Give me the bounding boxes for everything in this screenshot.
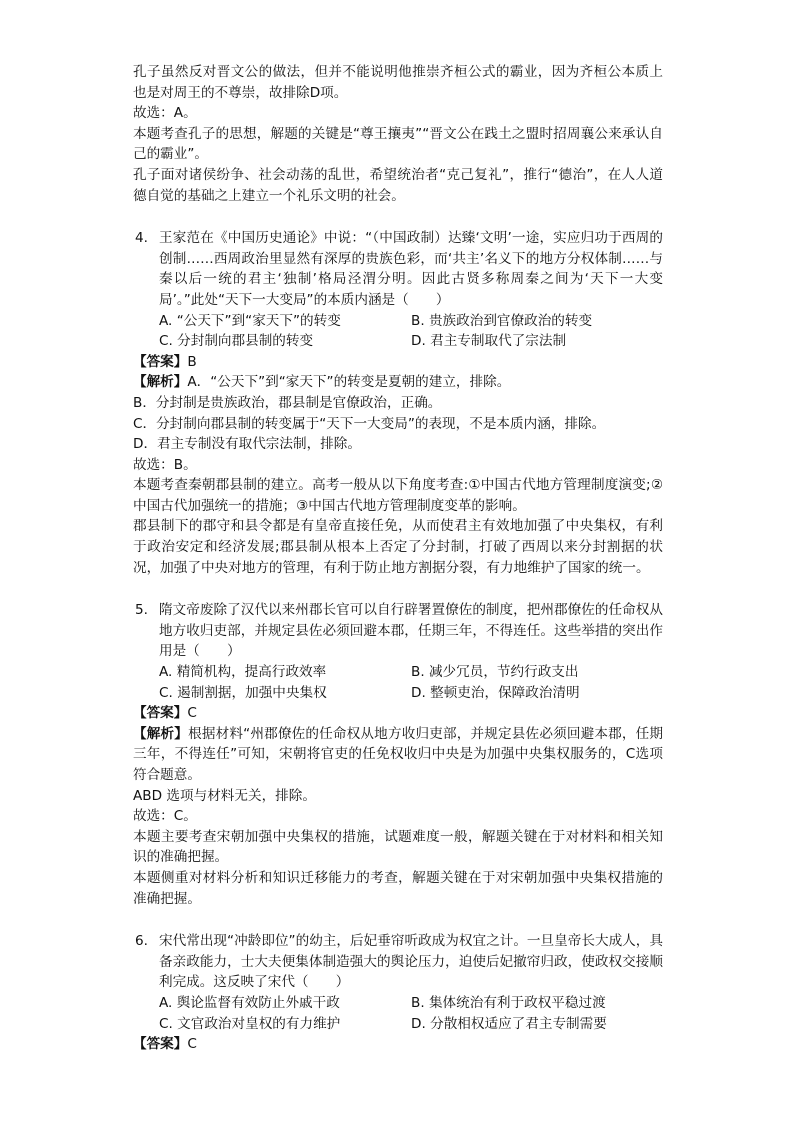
answer-tag: 【答案】 bbox=[133, 353, 188, 370]
question-6 bbox=[133, 931, 663, 1055]
analysis-paragraph: B．分封制是贵族政治，郡县制是官僚政治，正确。 bbox=[133, 394, 442, 411]
spacer bbox=[133, 909, 663, 931]
question-stem-block bbox=[133, 228, 663, 310]
analysis-paragraph: 故选：C。 bbox=[133, 808, 197, 825]
analysis-paragraph: 本题考查秦朝郡县制的建立。高考一般从以下角度考查:①中国古代地方管理制度演变;②中国古代加强统一的措施；③中国古代地方管理制度变革的影响。 bbox=[133, 477, 663, 514]
analysis-text: A．“公天下”到“家天下”的转变是夏朝的建立，排除。 bbox=[187, 374, 511, 391]
spacer bbox=[133, 206, 663, 228]
answer-value: B bbox=[187, 353, 197, 370]
answer-tag: 【答案】 bbox=[133, 705, 188, 722]
question-stem: 宋代常出现“冲龄即位”的幼主，后妃垂帘听政成为权宜之计。一旦皇帝长大成人，具备亲政能力，士大夫便集体制造强大的舆论压力，迫使后妃撤帘归政，使政权交接顺利完成。这反映了宋代（ ） bbox=[159, 933, 663, 991]
analysis-tag: 【解析】 bbox=[133, 725, 189, 742]
intro-paragraph: 故选：A。 bbox=[133, 105, 197, 122]
question-stem-block bbox=[133, 931, 663, 993]
option-c: C. 遏制割据，加强中央集权 bbox=[159, 684, 327, 701]
question-stem: 隋文帝废除了汉代以来州郡长官可以自行辟署置僚佐的制度，把州郡僚佐的任命权从地方收归吏部，并规定县佐必须回避本郡，任期三年，不得连任。这些举措的突出作用是（ ） bbox=[159, 602, 663, 660]
intro-paragraph: 本题考查孔子的思想，解题的关键是“尊王攘夷”“晋文公在践土之盟时招周襄公来承认自己的霸业”。 bbox=[133, 125, 663, 163]
question-stem-block bbox=[133, 600, 663, 662]
answer-line bbox=[133, 352, 663, 373]
question-options bbox=[133, 662, 663, 703]
intro-paragraph: 孔子面对诸侯纷争、社会动荡的乱世，希望统治者“克己复礼”，推行“德治”，在人人道德自觉的基础之上建立一个礼乐文明的社会。 bbox=[133, 166, 663, 204]
answer-line bbox=[133, 1034, 663, 1055]
spacer bbox=[133, 578, 663, 600]
analysis-paragraph: 故选：B。 bbox=[133, 456, 197, 473]
option-c: C. 分封制向郡县制的转变 bbox=[159, 333, 314, 350]
analysis-paragraph: C．分封制向郡县制的转变属于“天下一大变局”的表现，不是本质内涵，排除。 bbox=[133, 415, 606, 432]
option-a: A. “公天下”到“家天下”的转变 bbox=[159, 312, 341, 329]
question-number: 5. bbox=[135, 602, 148, 619]
intro-paragraph: 孔子虽然反对晋文公的做法，但并不能说明他推崇齐桓公式的霸业，因为齐桓公本质上也是对周王的不尊崇，故排除D项。 bbox=[133, 64, 663, 101]
answer-value: C bbox=[187, 705, 197, 722]
analysis-tag: 【解析】 bbox=[133, 374, 188, 391]
analysis-line bbox=[133, 724, 663, 786]
option-c: C. 文官政治对皇权的有力维护 bbox=[159, 1015, 341, 1032]
option-b: B. 集体统治有利于政权平稳过渡 bbox=[411, 994, 606, 1011]
question-stem: 王家范在《中国历史通论》中说：“（中国政制）达臻‘文明’一途，实应归功于西周的创制……西周政治里显然有深厚的贵族色彩，而‘共主’名义下的地方分权体制……与秦以后一统的君主‘独制’格局泾渭分明。因此古贤多称周秦之间为‘天下一大变局’。”此处“天下一大变局”的本质内涵是（ ） bbox=[159, 230, 663, 308]
question-4 bbox=[133, 228, 663, 578]
option-d: D. 分散相权适应了君主专制需要 bbox=[411, 1015, 607, 1032]
answer-value: C bbox=[187, 1036, 197, 1053]
document-content bbox=[133, 62, 663, 1055]
analysis-paragraph: D．君主专制没有取代宗法制，排除。 bbox=[133, 436, 361, 453]
option-b: B. 贵族政治到官僚政治的转变 bbox=[411, 312, 593, 329]
analysis-line bbox=[133, 372, 663, 393]
analysis-text: 根据材料“州郡僚佐的任命权从地方收归吏部，并规定县佐必须回避本郡，任期三年，不得连任”可知，宋朝将官吏的任免权收归中央是为加强中央集权服务的，C选项符合题意。 bbox=[133, 725, 664, 783]
analysis-paragraph: ABD 选项与材料无关，排除。 bbox=[133, 787, 316, 804]
question-number: 6. bbox=[135, 933, 148, 950]
answer-line bbox=[133, 703, 663, 724]
option-a: A. 精简机构，提高行政效率 bbox=[159, 664, 327, 681]
option-a: A. 舆论监督有效防止外戚干政 bbox=[159, 994, 340, 1011]
question-options bbox=[133, 993, 663, 1034]
analysis-paragraph: 本题主要考查宋朝加强中央集权的措施，试题难度一般，解题关键在于对材料和相关知识的准确把握。 bbox=[133, 828, 663, 866]
question-number: 4. bbox=[135, 230, 148, 247]
answer-tag: 【答案】 bbox=[133, 1036, 188, 1053]
analysis-paragraph: 本题侧重对材料分析和知识迁移能力的考查，解题关键在于对宋朝加强中央集权措施的准确把握。 bbox=[133, 869, 663, 907]
analysis-paragraph: 郡县制下的郡守和县令都是有皇帝直接任免，从而使君主有效地加强了中央集权，有利于政治安定和经济发展;郡县制从根本上否定了分封制，打破了西周以来分封割据的状况，加强了中央对地方的管理，有利于防止地方割据分裂，有力地维护了国家的统一。 bbox=[133, 518, 663, 576]
option-d: D. 君主专制取代了宗法制 bbox=[411, 333, 567, 350]
option-d: D. 整顿吏治，保障政治清明 bbox=[411, 684, 580, 701]
option-b: B. 减少冗员，节约行政支出 bbox=[411, 664, 579, 681]
question-options bbox=[133, 311, 663, 352]
question-5 bbox=[133, 600, 663, 909]
intro-section bbox=[133, 62, 663, 206]
